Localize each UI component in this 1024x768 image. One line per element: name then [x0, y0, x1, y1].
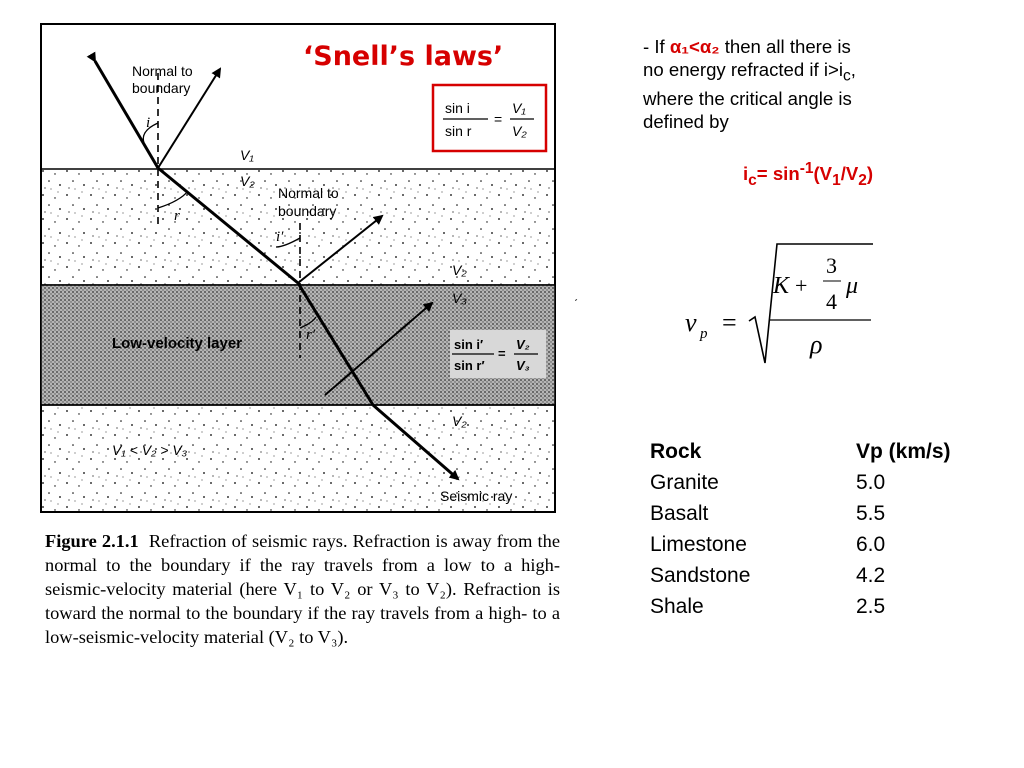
table-row — [650, 560, 951, 591]
vp-v: v — [685, 308, 697, 337]
side-line2: no energy refracted if i>i — [643, 58, 843, 80]
crit-sup: -1 — [799, 160, 814, 177]
angle-r-prime-label: r′ — [306, 327, 316, 343]
stray-mark: ˊ — [574, 297, 578, 311]
crit-close: ) — [866, 163, 874, 185]
formula1-equals: = — [494, 111, 503, 127]
formula1-num-left: sin i — [445, 100, 470, 116]
crit-s2: 2 — [858, 171, 867, 189]
snell-formula-box — [433, 85, 546, 151]
vp-formula-svg — [683, 241, 883, 371]
caption-label: Figure 2.1.1 — [45, 531, 139, 551]
vp-p: p — [700, 326, 708, 342]
side-line2-sub: c — [843, 67, 851, 85]
normal-label-mid-1: Normal to — [278, 185, 339, 201]
vp-equals: = — [722, 308, 737, 337]
formula1-num-right: V₁ — [512, 100, 526, 116]
header-rock: Rock — [650, 439, 702, 463]
rock-vp: 5.5 — [856, 501, 886, 525]
crit-slash: /V — [840, 163, 859, 185]
v2-bottom-label: V₂ — [452, 413, 467, 429]
vp-mu: μ — [846, 273, 859, 299]
angle-i-label: i — [146, 115, 151, 131]
angle-i-prime-label: i′ — [276, 229, 284, 245]
rock-vp: 2.5 — [856, 594, 886, 618]
table-row — [650, 467, 951, 498]
side-line1-prefix: - If — [643, 36, 670, 57]
normal-label-top-2: boundary — [132, 80, 191, 96]
caption-text: Refraction of seismic rays. Refraction is away from the normal to the boundary if the ray travels from a low to a high-seismic-velocity material (here V₁ to V₂ or V₃ to V₂). Refraction is toward the normal to the boundary if the ray travels from a high- to a low-seismic-velocity material (V₂ to V₃). — [45, 531, 561, 647]
formula2-den-left: sin r′ — [454, 358, 485, 373]
rock-vp: 6.0 — [856, 532, 886, 556]
rock-name: Limestone — [650, 532, 747, 556]
vp-three: 3 — [826, 253, 837, 278]
formula1-den-right: V₂ — [512, 123, 527, 139]
rock-name: Sandstone — [650, 563, 751, 587]
crit-rest: (V — [813, 163, 833, 185]
vp-K: K — [773, 273, 790, 299]
side-line4: defined by — [643, 111, 729, 133]
vp-rho: ρ — [810, 330, 823, 359]
table-row — [650, 529, 951, 560]
formula2-equals: = — [498, 346, 506, 361]
low-velocity-layer-label: Low-velocity layer — [112, 335, 243, 352]
rock-name: Basalt — [650, 501, 709, 525]
velocity-condition-label: V₁ < V₂ > V₃ — [112, 442, 188, 458]
vp-plus: + — [795, 273, 808, 298]
formula1-den-left: sin r — [445, 123, 472, 139]
rock-vp: 4.2 — [856, 563, 886, 587]
header-vp: Vp (km/s) — [856, 439, 951, 463]
v3-label: V₃ — [452, 290, 467, 306]
critical-angle-text — [643, 36, 973, 134]
seismic-ray-label: Seismic ray — [440, 488, 513, 504]
formula2-den-right: V₃ — [516, 358, 530, 373]
rock-vp: 5.0 — [856, 470, 886, 494]
v1-label: V₁ — [240, 147, 254, 163]
crit-i: i — [743, 163, 749, 185]
figure-caption — [45, 529, 560, 649]
table-row — [650, 498, 951, 529]
side-line2-end: , — [850, 58, 856, 80]
side-line3: where the critical angle is — [643, 88, 852, 110]
rock-name: Granite — [650, 470, 719, 494]
table-row — [650, 591, 951, 622]
normal-label-top-1: Normal to — [132, 63, 193, 79]
refraction-diagram — [40, 23, 556, 513]
critical-angle-formula — [743, 160, 873, 190]
angle-r-label: r — [174, 208, 180, 224]
refraction-figure — [40, 23, 556, 513]
v2-mid-label: V₂ — [452, 262, 467, 278]
vp-four: 4 — [826, 289, 837, 314]
vp-formula — [683, 241, 883, 371]
rock-name: Shale — [650, 594, 704, 618]
formula2-num-right: V₂ — [516, 337, 530, 352]
crit-c: c — [748, 171, 757, 189]
snells-laws-title: ‘Snell’s laws’ — [303, 41, 504, 72]
v2-top-label: V₂ — [240, 173, 255, 189]
side-line1-suffix: then all there is — [719, 36, 851, 57]
rock-velocity-table — [650, 436, 951, 622]
alpha-condition: α₁<α₂ — [669, 36, 720, 57]
crit-s1: 1 — [832, 171, 841, 189]
crit-mid: = sin — [756, 163, 800, 185]
table-header-row — [650, 436, 951, 467]
normal-label-mid-2: boundary — [278, 203, 337, 219]
formula2-num-left: sin i′ — [454, 337, 484, 352]
